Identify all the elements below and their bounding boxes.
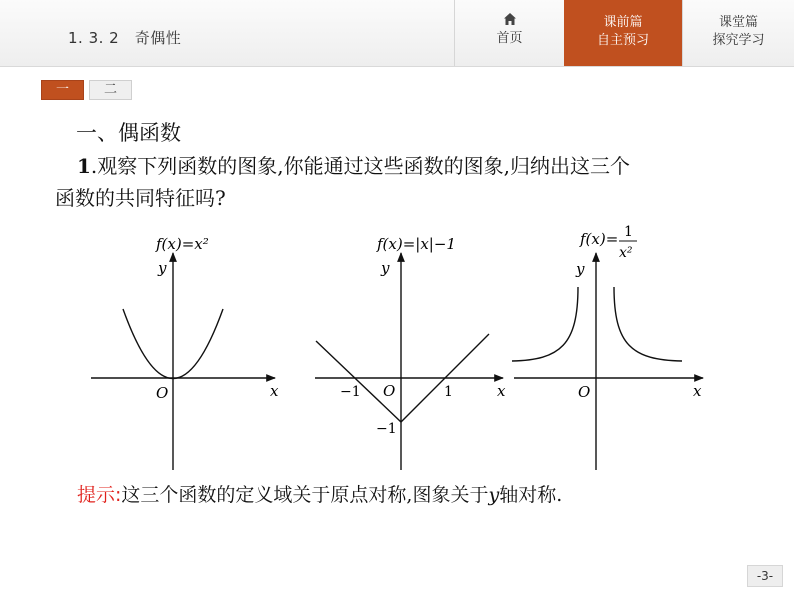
graph-inverse-square	[512, 224, 703, 470]
in-class-line1: 课堂篇	[718, 15, 758, 30]
hint-label: 提示:	[77, 484, 122, 506]
graph2-origin: O	[383, 382, 396, 400]
hint-text-a: 这三个函数的定义域关于原点对称,图象关于	[121, 484, 489, 506]
graph2-tick-y-neg1: −1	[376, 421, 397, 437]
tab-section-1[interactable]: 一	[41, 80, 84, 100]
graph3-origin: O	[578, 383, 591, 401]
page-heading: 一、偶函数	[76, 121, 181, 145]
page-number: -3-	[747, 565, 783, 587]
hint-text	[77, 480, 562, 507]
graph2-y-label: y	[381, 259, 390, 277]
hint-text-b: 轴对称.	[499, 484, 563, 506]
graph3-formula-den: x²	[619, 245, 633, 261]
tab-section-2[interactable]: 二	[89, 80, 132, 100]
graph3-left-branch	[512, 287, 578, 361]
home-label: 首页	[496, 31, 523, 46]
graph1-y-label: y	[158, 259, 167, 277]
question-line2: 函数的共同特征吗?	[55, 186, 226, 210]
graph3-y-label: y	[576, 260, 585, 278]
question-line1: .观察下列函数的图象,你能通过这些函数的图象,归纳出这三个	[90, 154, 630, 178]
section-title: 1. 3. 2 奇偶性	[68, 29, 182, 47]
graph2-tick-neg1: −1	[340, 384, 361, 400]
graph2-formula: f(x)=|x|−1	[377, 235, 456, 253]
in-class-line2: 探究学习	[712, 33, 765, 48]
question-number: 1	[77, 154, 91, 178]
graph3-x-label: x	[693, 382, 702, 400]
pre-class-line1: 课前篇	[603, 15, 643, 30]
graph2-x-label: x	[497, 382, 506, 400]
graph2-tick-pos1: 1	[444, 384, 453, 400]
graph3-right-branch	[614, 287, 682, 361]
graph1-formula: f(x)=x²	[156, 235, 209, 253]
graph-parabola	[91, 235, 279, 470]
pre-class-line2: 自主预习	[596, 33, 649, 48]
graph3-formula-num: 1	[624, 224, 633, 240]
hint-axis: y	[488, 484, 500, 506]
graph-abs	[315, 235, 506, 470]
graph1-x-label: x	[270, 382, 279, 400]
graph3-formula-prefix: f(x)=	[580, 230, 619, 248]
graph1-origin: O	[156, 384, 169, 402]
